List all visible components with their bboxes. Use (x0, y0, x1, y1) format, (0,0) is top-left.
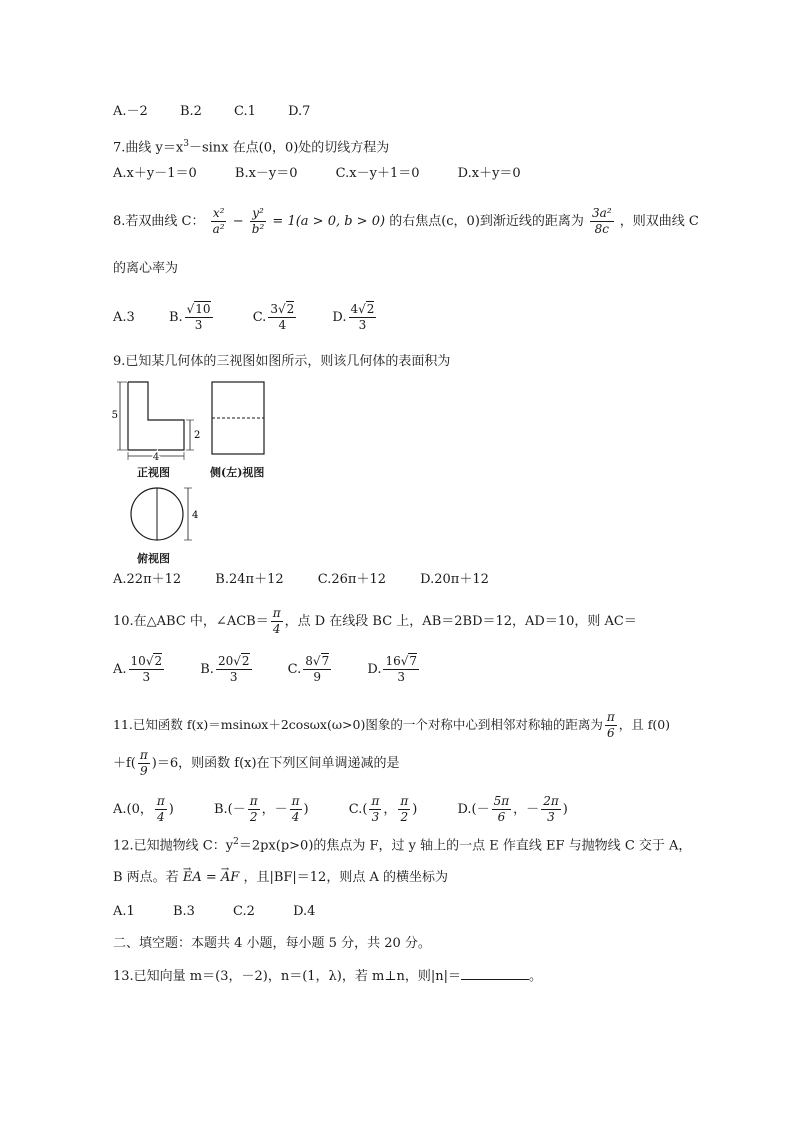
dim-label-4b: 4 (192, 510, 199, 521)
front-view-label: 正视图 (137, 466, 170, 479)
q8-frac-x: $\frac{\text{x²}}{\text{a²}}$ (212, 206, 225, 236)
q13-answer-blank[interactable] (461, 966, 529, 980)
q7-options (113, 164, 549, 184)
q11-option-c: C.( $\frac{\pi}{3}$ ， $\frac{\pi}{2}$ ) (348, 794, 418, 824)
q8-option-b: B. $\frac{√10}{3}$ (168, 302, 211, 332)
q9-options (113, 570, 517, 590)
q8-stem-line2: 的离心率为 (113, 261, 179, 276)
q11-option-b: B.(－ $\frac{\pi}{2}$ ，－ $\frac{\pi}{4}$ ) (213, 794, 309, 824)
q12-stem-line2: B 两点。若 → EA = → AF ，且|BF|＝12，则点 A 的横坐标为 (113, 868, 448, 888)
q7-option-d: D.x＋y＝0 (457, 166, 521, 181)
front-view-shape (128, 382, 184, 450)
dim-label-4: 4 (152, 452, 160, 463)
q8-option-c: C. $\frac{3√2}{4}$ (252, 302, 295, 332)
q10-options (113, 654, 449, 685)
dim-label-2: 2 (194, 430, 201, 441)
q7-stem: 7.曲线 $y=x^3-\sin x$ 在点(0，0)处的切线方程为 (113, 139, 390, 156)
vector-ea: → EA (183, 870, 202, 885)
q12-options (113, 902, 343, 922)
dim-label-5: 5 (111, 410, 118, 421)
q10-stem: 10.在△ABC 中，∠ACB＝ $\frac{\pi}{4}$ ，点 D 在线段 BC 上，AB＝2BD＝12，AD＝10，则 AC＝ (113, 606, 637, 636)
q6-option-b: B.2 (179, 104, 202, 119)
q9-option-c: C.26π＋12 (317, 572, 387, 587)
q8-frac-dist: $\frac{\text{3a²}}{8c}$ (592, 206, 612, 236)
q11-options (113, 794, 596, 825)
q11-option-a: A.(0， $\frac{\pi}{4}$ ) (113, 794, 174, 824)
q8-stem: 8.若双曲线 C： $\frac{\text{x²}}{\text{a²}}$ − $\frac{\text{y²}}{\text{b²}}$ = 1(a > 0, b > 0) 的右焦点(c，0)到渐近线的距离为 $\frac{\text{3a²}}{8c}$ ，则双曲线 C (113, 206, 699, 236)
q13-stem: 13.已知向量 m＝(3，－2)，n＝(1，λ)，若 m⊥n，则|n|＝ 。 (113, 966, 542, 987)
q9-stem: 9.已知某几何体的三视图如图所示，则该几何体的表面积为 (113, 354, 451, 369)
section2-heading: 二、填空题：本题共 4 小题，每小题 5 分，共 20 分。 (113, 936, 431, 951)
q7-option-c: C.x－y＋1＝0 (335, 166, 420, 181)
q10-option-c: C. $\frac{8√7}{9}$ (287, 654, 330, 684)
q9-option-b: B.24π＋12 (215, 572, 284, 587)
q6-option-a: A.－2 (113, 104, 148, 119)
q12-option-a: A.1 (113, 904, 135, 919)
q6-option-d: D.7 (288, 104, 311, 119)
q10-option-b: B. $\frac{20√2}{3}$ (200, 654, 250, 684)
q10-option-d: D. $\frac{16√7}{3}$ (367, 654, 418, 684)
q8-frac-y: $\frac{\text{y²}}{\text{b²}}$ (251, 206, 265, 236)
q12-option-b: B.3 (172, 904, 195, 919)
vector-af: → AF (221, 870, 239, 885)
q8-options (113, 302, 406, 333)
top-view-label: 俯视图 (137, 552, 170, 565)
q9-option-a: A.22π＋12 (113, 572, 182, 587)
q12-stem: 12.已知抛物线 C：$y^2=2px(p>0)$的焦点为 F，过 y 轴上的一点 E 作直线 EF 与抛物线 C 交于 A， (113, 837, 692, 854)
q8-option-d: D. $\frac{4√2}{3}$ (332, 302, 375, 332)
q8-option-a: A.3 (113, 310, 135, 325)
q11-stem-line2: ＋f( $\frac{\pi}{9}$ )＝6，则函数 f(x)在下列区间单调递减的是 (113, 748, 400, 778)
q7-option-a: A.x＋y－1＝0 (113, 166, 197, 181)
q10-option-a: A. $\frac{10√2}{3}$ (113, 654, 163, 684)
side-view-label: 侧(左)视图 (210, 466, 265, 479)
q6-options (113, 102, 338, 122)
q7-option-b: B.x－y＝0 (234, 166, 298, 181)
q11-option-d: D.(－ $\frac{5\pi}{6}$ ，－ $\frac{2\pi}{3}$ ) (457, 794, 568, 824)
q12-option-d: D.4 (293, 904, 316, 919)
q11-stem: 11.已知函数 f(x)＝msinωx＋2cosωx(ω>0)图象的一个对称中心到相邻对称轴的距离为 $\frac{\pi}{6}$ ，且 f(0) (113, 710, 671, 740)
q12-option-c: C.2 (233, 904, 255, 919)
q9-option-d: D.20π＋12 (420, 572, 489, 587)
q6-option-c: C.1 (234, 104, 256, 119)
